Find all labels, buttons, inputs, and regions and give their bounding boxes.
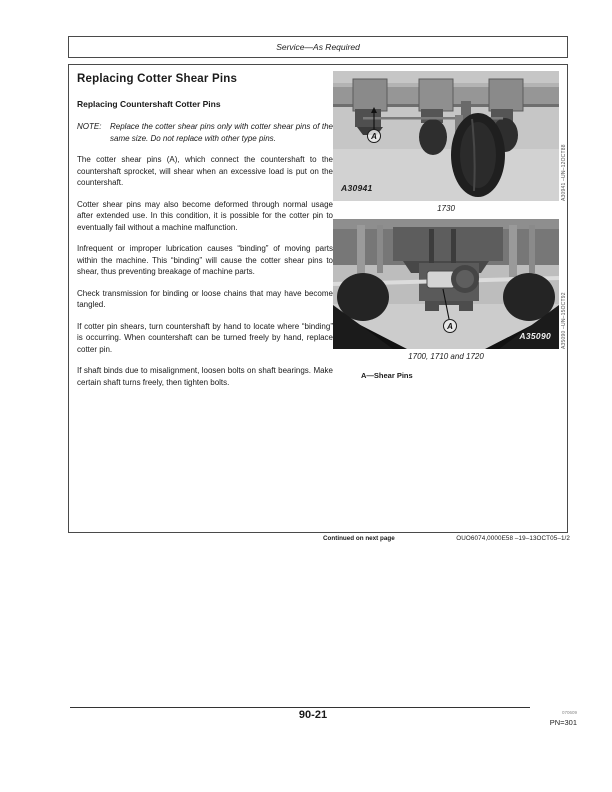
figure-column [333, 71, 569, 380]
paragraph: If cotter pin shears, turn countershaft by hand to locate where “binding” is occurring. When countershaft can be turned freely by hand, replace cotter pin. [77, 321, 333, 354]
article-title: Replacing Cotter Shear Pins [77, 73, 238, 85]
paragraph: Check transmission for binding or loose chains that may have become tangled. [77, 288, 333, 309]
running-header-box [68, 36, 568, 58]
continuation-row [323, 535, 570, 542]
paragraph: Cotter shear pins may also become deformed through normal usage after extended use. In this condition, it is possible for the cotter pin to eventually fail without a machine malfunction. [77, 199, 333, 232]
continued-note: Continued on next page [323, 535, 395, 542]
paragraph: Infrequent or improper lubrication causes “binding” of moving parts within the machine. This “binding” will cause the cotter shear pins to shear, thus preventing breakage of machine parts. [77, 244, 333, 276]
figure-caption: 1730 [437, 204, 455, 213]
note-block [77, 121, 333, 144]
page-number: 90-21 [298, 709, 328, 721]
print-code: 070609 [561, 710, 577, 715]
footer-rule [70, 707, 530, 708]
callout-a-marker: A [367, 129, 381, 143]
paragraph: If shaft binds due to misalignment, loosen bolts on shaft bearings. Make certain shaft turns freely, then tighten bolts. [77, 366, 333, 387]
photo-id-label: A35090 [519, 331, 551, 341]
photo-side-code: A30941 –UN–12OCT88 [561, 144, 567, 201]
note-label: NOTE: [77, 122, 102, 131]
callout-legend: A—Shear Pins [361, 371, 413, 380]
document-code: OUO6074,0000E58 –19–13OCT05–1/2 [456, 535, 570, 542]
photo-side-code: A35090 –UN–15OCT92 [561, 292, 567, 349]
paragraph: The cotter shear pins (A), which connect the countershaft to the countershaft sprocket, will shear when an excessive load is put on the countershaft. [77, 155, 333, 187]
text-column [77, 69, 333, 398]
figure-caption: 1700, 1710 and 1720 [408, 352, 484, 361]
pn-number: PN=301 [549, 718, 577, 727]
running-header-title: Service—As Required [276, 42, 360, 52]
photo-id-label: A30941 [341, 183, 373, 193]
note-text: Replace the cotter shear pins only with cotter shear pins of the same size. Do not replace with other type pins. [110, 122, 333, 143]
machine-photo-1700-1710-1720 [333, 219, 559, 349]
content-frame [68, 64, 568, 533]
figure-1700-1710-1720 [333, 219, 569, 361]
article-subtitle: Replacing Countershaft Cotter Pins [77, 99, 221, 109]
figure-1730 [333, 71, 569, 213]
machine-photo-1730 [333, 71, 559, 201]
callout-a-marker: A [443, 319, 457, 333]
